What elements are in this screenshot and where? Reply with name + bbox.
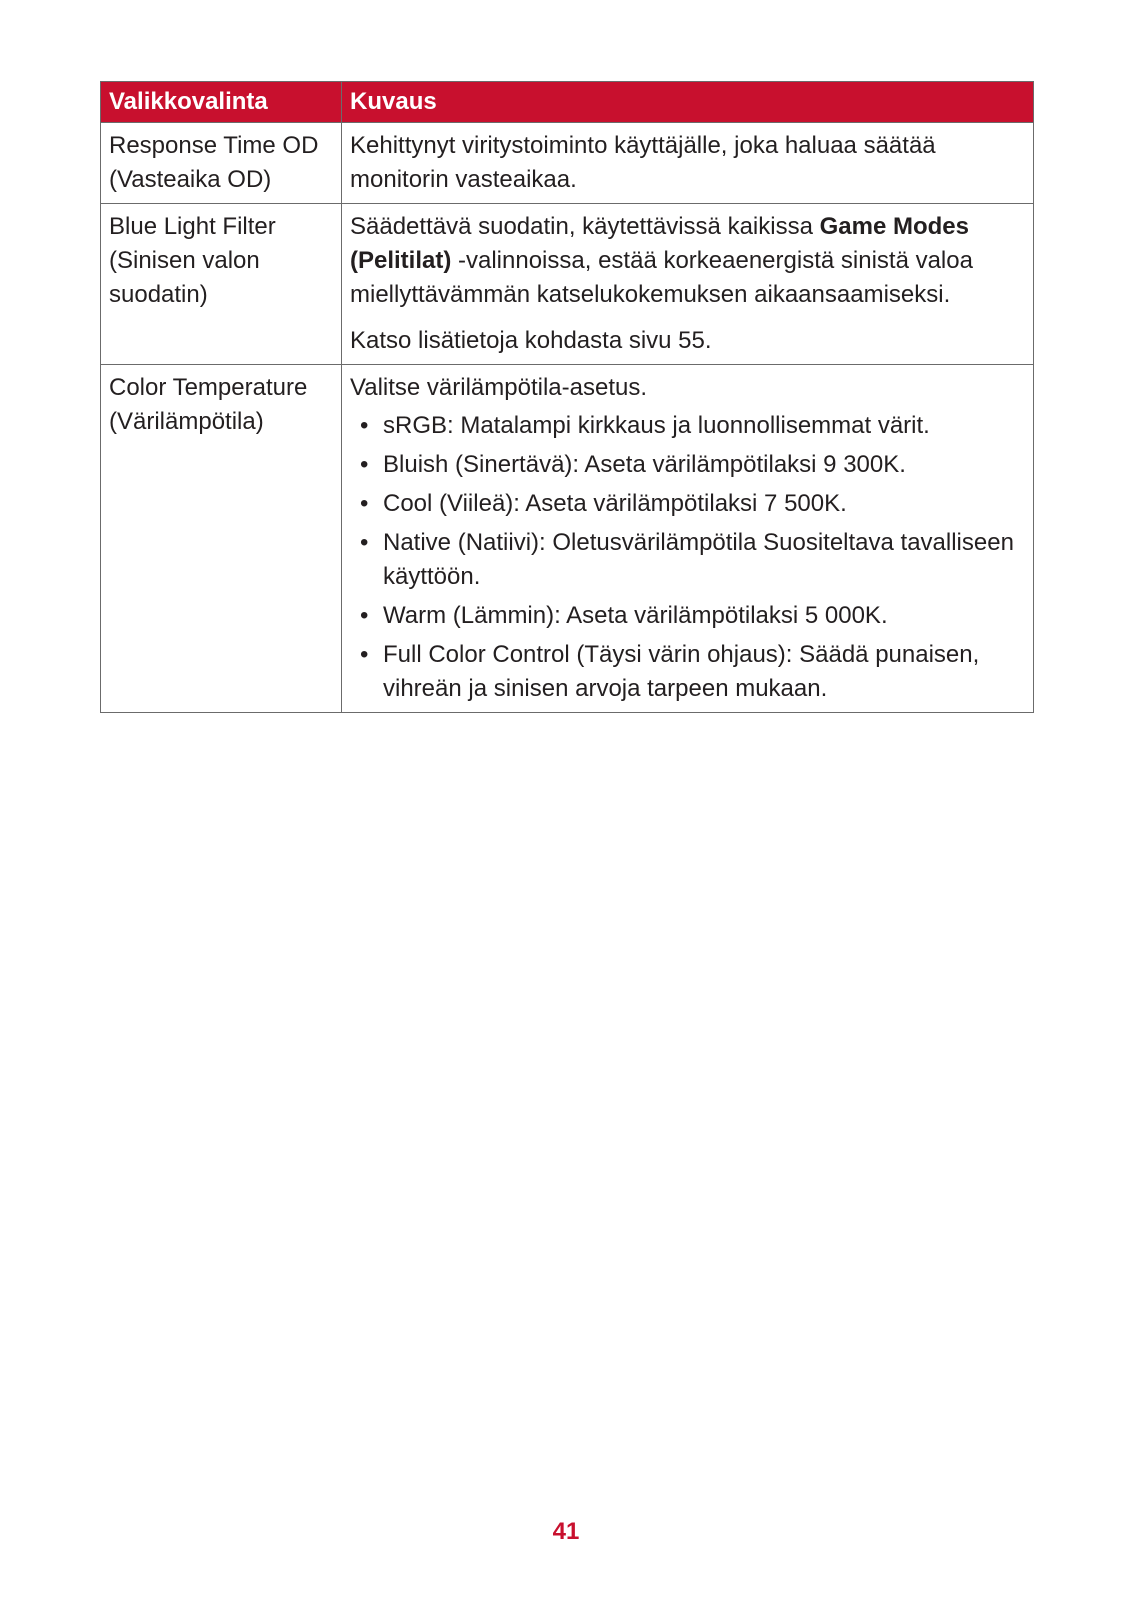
game-modes-term: Game Modes (Pelitilat) xyxy=(350,213,969,274)
description-cell xyxy=(342,365,1034,713)
description-pre: Säädettävä suodatin, käytettävissä kaikissa xyxy=(350,213,820,240)
color-temperature-list xyxy=(350,409,1025,706)
list-item: • Native (Natiivi): Oletusvärilämpötila Suositeltava tavalliseen käyttöön. xyxy=(350,526,1025,594)
page-reference-note: Katso lisätietoja kohdasta sivu 55. xyxy=(350,327,712,354)
list-item: • Bluish (Sinertävä): Aseta värilämpötilaksi 9 300K. xyxy=(350,448,1025,482)
header-option: Valikkovalinta xyxy=(101,82,342,123)
description-cell xyxy=(342,204,1034,365)
description-intro: Valitse värilämpötila-asetus. xyxy=(350,374,648,401)
option-blue-light-filter: Blue Light Filter (Sinisen valon suodatin) xyxy=(101,204,342,365)
table-row xyxy=(101,365,1034,713)
list-item: • Cool (Viileä): Aseta värilämpötilaksi 7 500K. xyxy=(350,487,1025,521)
table-header-row xyxy=(101,82,1034,123)
list-item: • sRGB: Matalampi kirkkaus ja luonnollisemmat värit. xyxy=(350,409,1025,443)
header-description: Kuvaus xyxy=(342,82,1034,123)
option-color-temperature: Color Temperature (Värilämpötila) xyxy=(101,365,342,713)
description-text: Kehittynyt viritystoiminto käyttäjälle, joka haluaa säätää monitorin vasteaikaa. xyxy=(350,132,936,193)
table-row xyxy=(101,123,1034,204)
description-cell xyxy=(342,123,1034,204)
description-post: -valinnoissa, estää korkeaenergistä sinistä valoa miellyttävämmän katselukokemuksen aikaansaamiseksi. xyxy=(350,247,973,308)
option-response-time: Response Time OD (Vasteaika OD) xyxy=(101,123,342,204)
description-text xyxy=(350,210,1025,312)
table-row xyxy=(101,204,1034,365)
list-item: • Warm (Lämmin): Aseta värilämpötilaksi 5 000K. xyxy=(350,599,1025,633)
list-item: • Full Color Control (Täysi värin ohjaus): Säädä punaisen, vihreän ja sinisen arvoja tarpeen mukaan. xyxy=(350,638,1025,706)
page-number: 41 xyxy=(552,1518,580,1545)
osd-menu-table xyxy=(100,81,1034,713)
